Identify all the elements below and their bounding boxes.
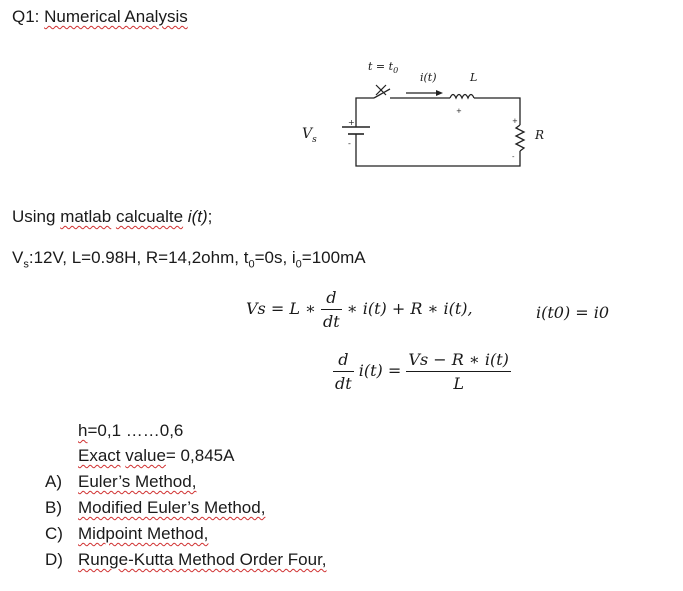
rearranged-equation: $\frac{d}{dt}$ i(t) = $\frac{Vs - R ∗ i(t)}{L}$ <box>335 350 509 393</box>
initial-condition: i(t0) = i0 <box>536 303 610 322</box>
resistor-minus-sign: - <box>512 153 515 161</box>
differential-equation: Vs = L ∗ $\frac{d}{dt}$ ∗ i(t) + R ∗ i(t), <box>246 288 473 331</box>
list-item-midpoint: C) Midpoint Method, <box>45 524 209 543</box>
switch-label: $t = t_0$ <box>368 60 399 76</box>
inductor-plus-sign: + <box>456 107 462 115</box>
source-label: $V_s$ <box>302 126 317 145</box>
exact-value-line: Exact value= 0,845A <box>78 446 235 465</box>
derivative-fraction-2: $\frac{d}{dt}$ <box>335 350 352 393</box>
current-arrow-icon <box>406 90 443 96</box>
resistor-plus-sign: + <box>512 117 518 125</box>
list-item-euler: A) Euler’s Method, <box>45 472 197 491</box>
parameters-line: $V_s:12V$, L=0.98H, R=14,2ohm, $t_0=0s$, $i_0=100mA$ <box>12 248 366 271</box>
current-label: i(t) <box>420 71 437 84</box>
list-item-modified-euler: B) Modified Euler’s Method, <box>45 498 266 517</box>
bottom-wire <box>356 143 520 166</box>
title-prefix: Q1: <box>12 7 45 26</box>
battery-minus-sign: - <box>348 139 351 148</box>
inductor-coil <box>450 95 474 99</box>
top-left-wire <box>356 98 374 113</box>
inductor-label: L <box>470 71 478 84</box>
list-item-runge-kutta: D) Runge-Kutta Method Order Four, <box>45 550 327 569</box>
battery-plus-sign: + <box>348 118 355 127</box>
resistor-zigzag <box>516 125 524 151</box>
rhs-fraction: $\frac{Vs - R ∗ i(t)}{L}$ <box>408 350 509 393</box>
instruction-line: Using matlab calcualte i(t); <box>12 207 213 226</box>
derivative-fraction: $\frac{d}{dt}$ <box>323 288 340 331</box>
step-size-line: h=0,1 ……0,6 <box>78 421 184 440</box>
resistor-label: R <box>535 128 545 142</box>
title-main: Numerical Analysis <box>44 7 188 26</box>
page-title <box>12 7 188 27</box>
